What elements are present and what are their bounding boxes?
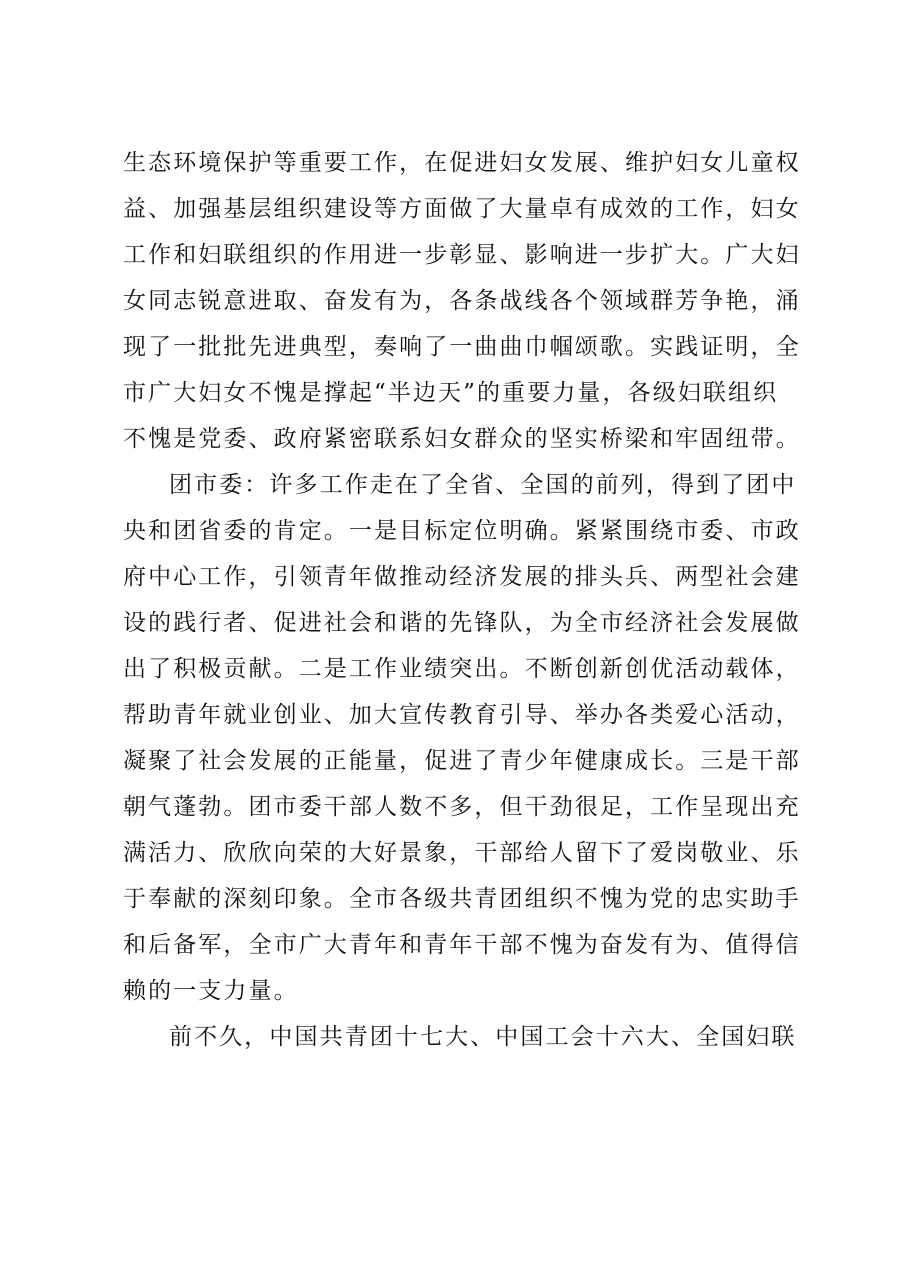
document-body <box>123 140 813 1060</box>
text-line: 女同志锐意进取、奋发有为，各条战线各个领域群芳争艳，涌 <box>123 288 801 314</box>
text-line: 赖的一支力量。 <box>123 978 299 1004</box>
text-line: 朝气蓬勃。团市委干部人数不多，但干劲很足，工作呈现出充 <box>123 794 801 820</box>
text-line: 于奉献的深刻印象。全市各级共青团组织不愧为党的忠实助手 <box>123 886 801 912</box>
text-line: 设的践行者、促进社会和谐的先锋队，为全市经济社会发展做 <box>123 610 801 636</box>
text-line: 生态环境保护等重要工作，在促进妇女发展、维护妇女儿童权 <box>123 150 801 176</box>
text-line: 益、加强基层组织建设等方面做了大量卓有成效的工作，妇女 <box>123 196 801 222</box>
paragraph-recent-congress <box>123 1014 813 1060</box>
text-line: 市广大妇女不愧是撑起“半边天”的重要力量，各级妇联组织 <box>123 380 779 406</box>
text-line: 凝聚了社会发展的正能量，促进了青少年健康成长。三是干部 <box>123 748 801 774</box>
text-line: 出了积极贡献。二是工作业绩突出。不断创新创优活动载体， <box>123 656 801 682</box>
paragraph-youth-league <box>123 462 813 1014</box>
text-line: 府中心工作，引领青年做推动经济发展的排头兵、两型社会建 <box>123 564 801 590</box>
text-line-first-indented: 前不久，中国共青团十七大、中国工会十六大、全国妇联 <box>169 1024 797 1050</box>
text-line: 现了一批批先进典型，奏响了一曲曲巾帼颂歌。实践证明，全 <box>123 334 801 360</box>
text-line: 工作和妇联组织的作用进一步彰显、影响进一步扩大。广大妇 <box>123 242 801 268</box>
text-line: 满活力、欣欣向荣的大好景象，干部给人留下了爱岗敬业、乐 <box>123 840 801 866</box>
paragraph-women-federation <box>123 140 813 462</box>
text-line: 帮助青年就业创业、加大宣传教育引导、举办各类爱心活动， <box>123 702 801 728</box>
text-line-first-indented: 团市委：许多工作走在了全省、全国的前列，得到了团中 <box>169 472 797 498</box>
text-line: 和后备军，全市广大青年和青年干部不愧为奋发有为、值得信 <box>123 932 801 958</box>
text-line: 不愧是党委、政府紧密联系妇女群众的坚实桥梁和牢固纽带。 <box>123 426 801 452</box>
text-line: 央和团省委的肯定。一是目标定位明确。紧紧围绕市委、市政 <box>123 518 801 544</box>
